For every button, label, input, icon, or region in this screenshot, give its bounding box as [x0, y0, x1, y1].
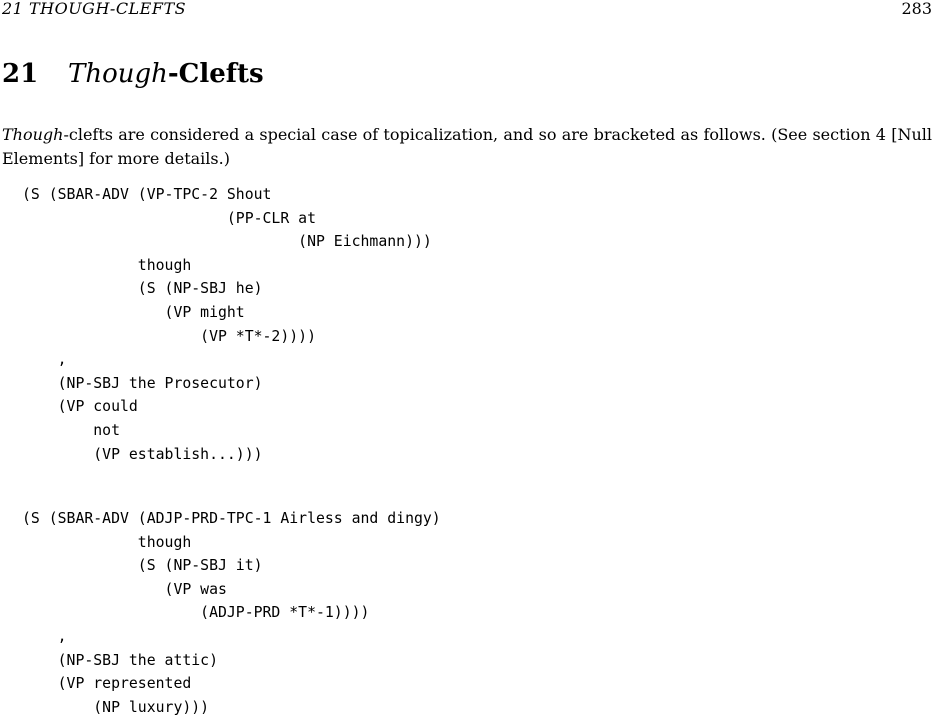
tree-line: , [22, 351, 67, 369]
tree-line: (VP might [22, 303, 245, 321]
tree-line: (NP Eichmann))) [22, 233, 432, 251]
intro-text: -clefts are considered a special case of topicalization, and so are bracketed as follows. (See section 4 [Null Elements] for more details.) [2, 125, 932, 168]
tree-line: (S (NP-SBJ he) [22, 280, 263, 298]
tree-line: (NP luxury))) [22, 698, 210, 716]
tree-line: (VP was [22, 580, 227, 598]
bracketing-example-2 [22, 507, 441, 719]
section-title-rest: -Clefts [167, 59, 264, 89]
tree-line: (VP represented [22, 675, 192, 693]
running-head-title: 21 THOUGH-CLEFTS [2, 0, 187, 18]
tree-line: (S (SBAR-ADV (VP-TPC-2 Shout [22, 186, 272, 203]
section-number: 21 [2, 59, 39, 89]
tree-line: (VP could [22, 398, 138, 416]
tree-line: (ADJP-PRD *T*-1)))) [22, 604, 370, 622]
intro-lead-word: Though [2, 125, 64, 144]
tree-line: (PP-CLR at [22, 209, 316, 227]
tree-line: (NP-SBJ the Prosecutor) [22, 374, 263, 392]
tree-line: (VP establish...))) [22, 445, 263, 463]
tree-line: though [22, 256, 192, 274]
tree-line: (S (SBAR-ADV (ADJP-PRD-TPC-1 Airless and dingy) [22, 510, 441, 527]
intro-paragraph [2, 123, 932, 171]
tree-line: (VP *T*-2)))) [22, 327, 316, 345]
section-heading [2, 58, 264, 90]
tree-line: though [22, 533, 192, 551]
tree-line: not [22, 421, 120, 439]
bracketing-example-1 [22, 183, 432, 466]
tree-line: (NP-SBJ the attic) [22, 651, 218, 669]
tree-line: , [22, 627, 67, 645]
tree-line: (S (NP-SBJ it) [22, 557, 263, 575]
page-number: 283 [901, 0, 932, 18]
running-head [0, 0, 934, 22]
section-title-italic: Though [68, 59, 168, 89]
